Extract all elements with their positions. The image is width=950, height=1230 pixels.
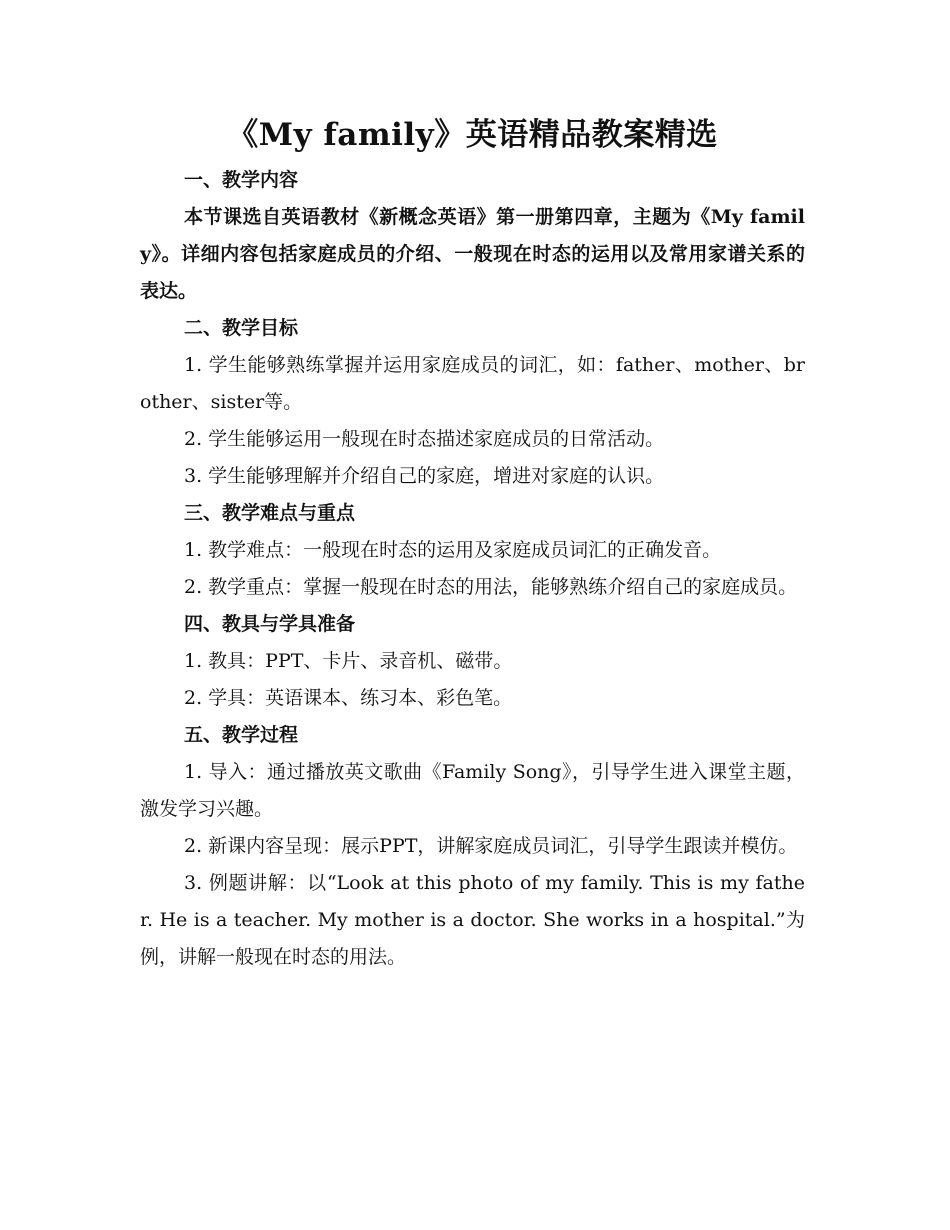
- process-step: 2. 新课内容呈现：展示PPT，讲解家庭成员词汇，引导学生跟读并模仿。: [184, 835, 798, 857]
- section-heading-teaching-objectives: 二、教学目标: [184, 317, 299, 339]
- section-heading-teaching-content: 一、教学内容: [184, 169, 299, 191]
- teaching-content-paragraph: 本节课选自英语教材《新概念英语》第一册第四章，主题为《My family》。详细内容包括家庭成员的介绍、一般现在时态的运用以及常用家谱关系的表达。: [140, 206, 805, 302]
- document-title: 《My family》英语精品教案精选: [227, 117, 718, 153]
- process-step: 3. 例题讲解：以“Look at this photo of my family. This is my father. He is a teacher. My mother is a doctor. She works in a hospital.”为例，讲解一般现在时态的用法。: [140, 872, 805, 968]
- objective-item: 2. 学生能够运用一般现在时态描述家庭成员的日常活动。: [184, 428, 665, 450]
- learning-aid-item: 2. 学具：英语课本、练习本、彩色笔。: [184, 687, 513, 709]
- section-heading-difficulties-key-points: 三、教学难点与重点: [184, 502, 356, 524]
- objective-item: 1. 学生能够熟练掌握并运用家庭成员的词汇，如：father、mother、brother、sister等。: [140, 354, 805, 413]
- process-step: 1. 导入：通过播放英文歌曲《Family Song》，引导学生进入课堂主题，激发学习兴趣。: [140, 761, 805, 820]
- section-heading-teaching-aids: 四、教具与学具准备: [184, 613, 356, 635]
- section-heading-teaching-process: 五、教学过程: [184, 724, 299, 746]
- objective-item: 3. 学生能够理解并介绍自己的家庭，增进对家庭的认识。: [184, 465, 665, 487]
- key-point-item: 2. 教学重点：掌握一般现在时态的用法，能够熟练介绍自己的家庭成员。: [184, 576, 798, 598]
- teaching-aid-item: 1. 教具：PPT、卡片、录音机、磁带。: [184, 650, 513, 672]
- document-content: [140, 112, 805, 976]
- difficulty-item: 1. 教学难点：一般现在时态的运用及家庭成员词汇的正确发音。: [184, 539, 722, 561]
